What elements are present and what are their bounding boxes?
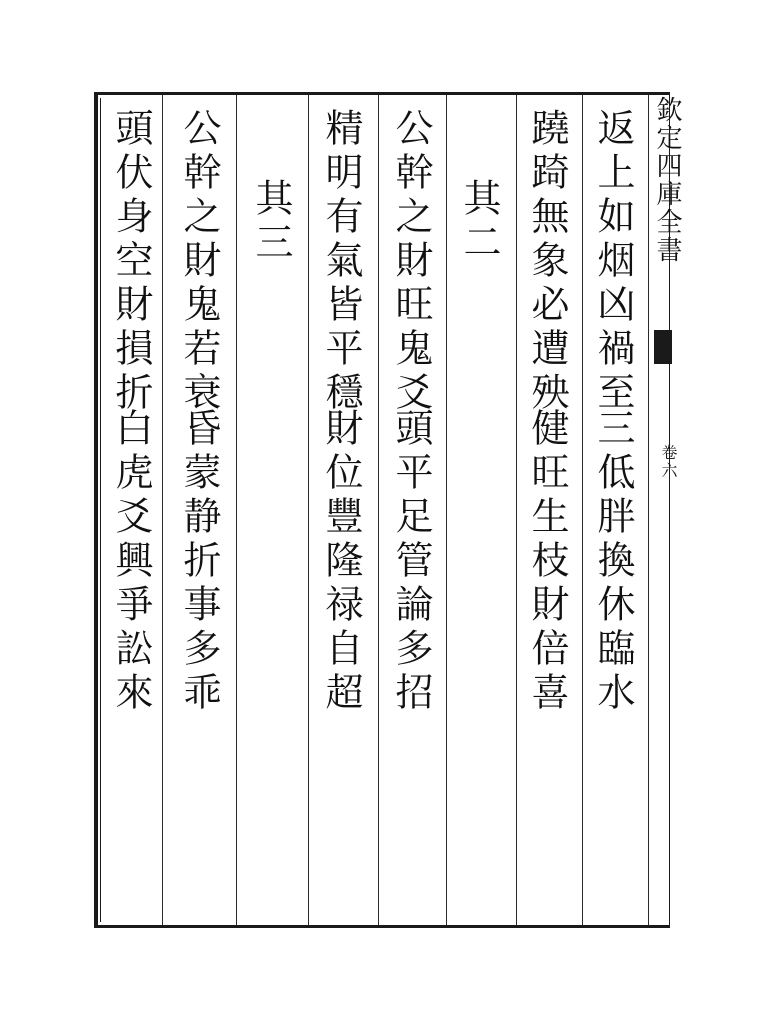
column-rule — [378, 95, 379, 925]
column-rule — [446, 95, 447, 925]
verse-line-top: 頭伏身空財損折 — [109, 108, 153, 416]
fishtail-mark — [654, 330, 672, 364]
column-rule — [582, 95, 583, 925]
margin-volume: 卷六 — [659, 444, 678, 480]
column-rule — [236, 95, 237, 925]
column-rule — [308, 95, 309, 925]
verse-line-top: 精明有氣皆平穩 — [319, 108, 363, 416]
section-heading: 其二 — [457, 178, 501, 266]
verse-line-bottom: 昏蒙静折事多乖 — [177, 408, 221, 716]
verse-line-top: 蹺踦無象必遭殃 — [525, 108, 569, 416]
column-rule — [162, 95, 163, 925]
section-heading: 其三 — [249, 178, 293, 266]
margin-book-title: 欽定四庫全書 — [652, 96, 682, 264]
verse-line-bottom: 三低胖換休臨水 — [591, 408, 635, 716]
column-rule — [648, 95, 649, 925]
column-rule — [516, 95, 517, 925]
verse-line-bottom: 財位豐隆禄自超 — [319, 408, 363, 716]
verse-line-top: 公幹之財旺鬼爻 — [389, 108, 433, 416]
inner-border-rule — [100, 98, 101, 922]
verse-line-top: 公幹之財鬼若衰 — [177, 108, 221, 416]
verse-line-bottom: 白虎爻興爭訟來 — [109, 408, 153, 716]
verse-line-top: 返上如烟凶禍至 — [591, 108, 635, 416]
verse-line-bottom: 頭平足管論多招 — [389, 408, 433, 716]
verse-line-bottom: 健旺生枝財倍喜 — [525, 408, 569, 716]
